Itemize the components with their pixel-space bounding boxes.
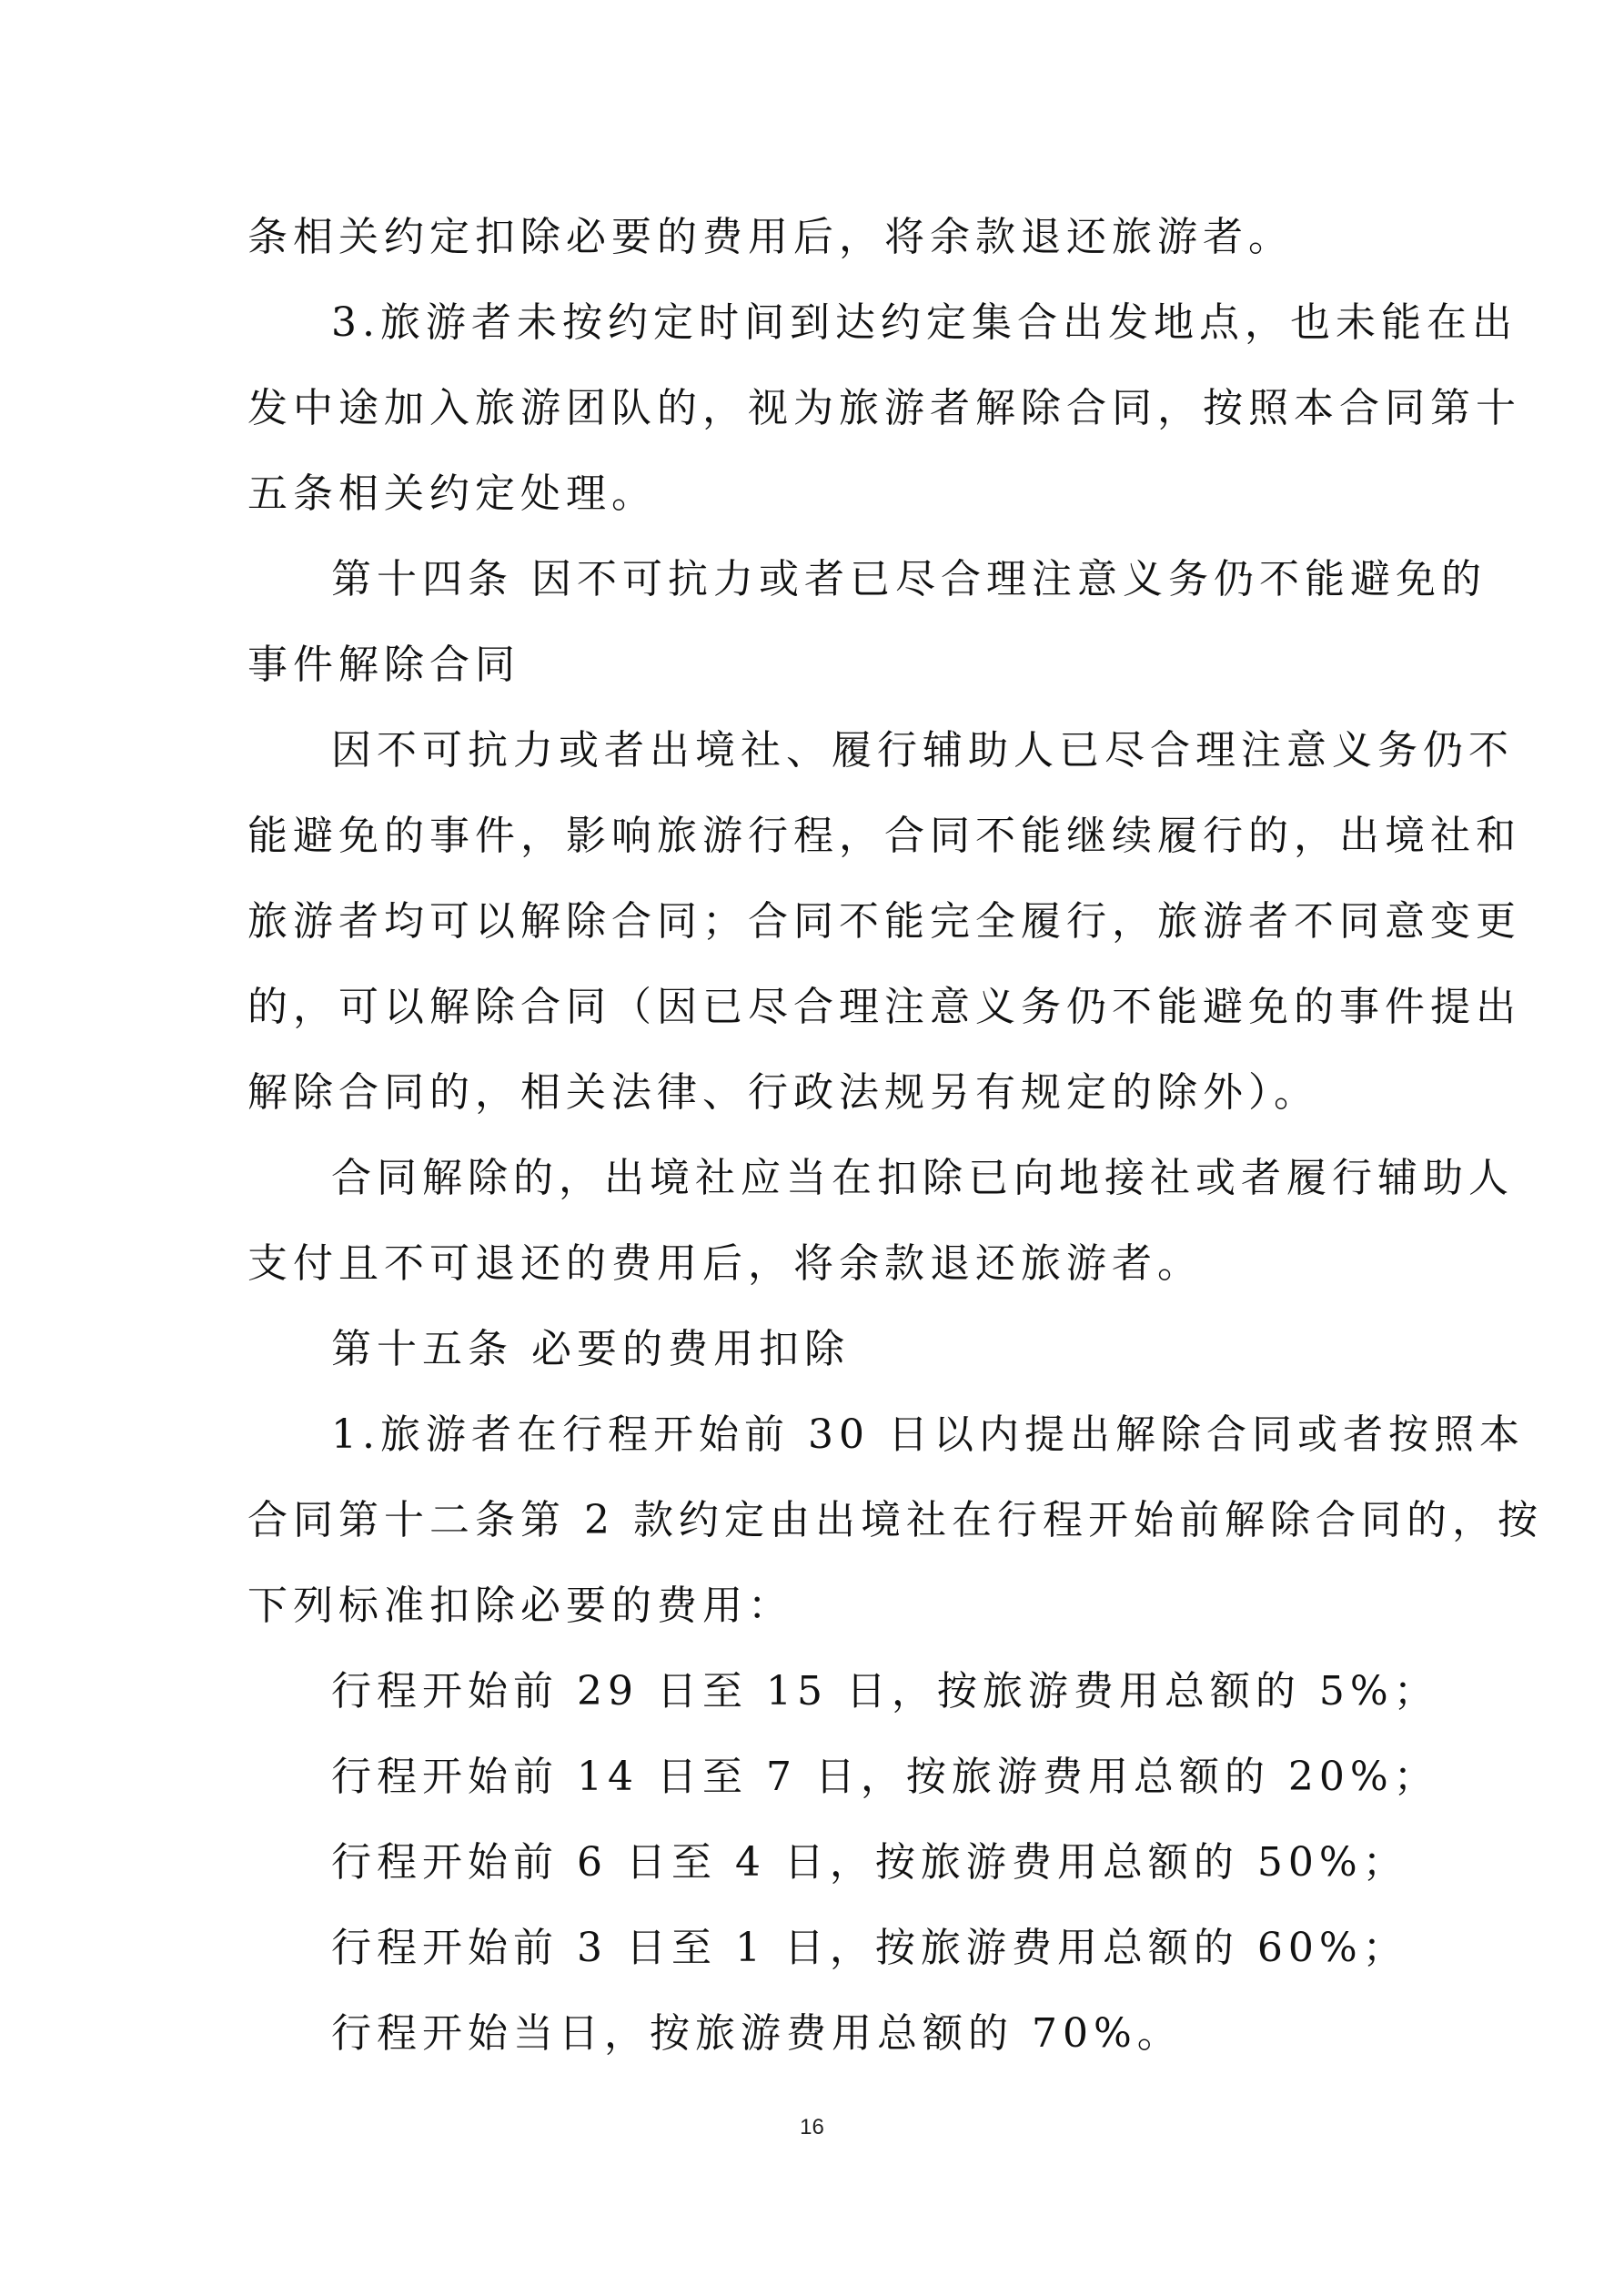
text-line: 能避免的事件，影响旅游行程，合同不能继续履行的，出境社和 xyxy=(247,813,1521,859)
section-heading-line: 第十四条 因不可抗力或者已尽合理注意义务仍不能避免的 xyxy=(331,556,1487,602)
fee-schedule-line: 行程开始前 6 日至 4 日，按旅游费用总额的 50%； xyxy=(331,1839,1408,1886)
text-line: 下列标准扣除必要的费用： xyxy=(247,1583,793,1629)
fee-schedule-line: 行程开始前 29 日至 15 日，按旅游费用总额的 5%； xyxy=(331,1668,1439,1714)
fee-schedule-line: 行程开始前 14 日至 7 日，按旅游费用总额的 20%； xyxy=(331,1754,1439,1800)
page-number: 16 xyxy=(800,2115,824,2139)
text-line: 发中途加入旅游团队的，视为旅游者解除合同，按照本合同第十 xyxy=(247,385,1521,431)
text-line: 3.旅游者未按约定时间到达约定集合出发地点，也未能在出 xyxy=(331,299,1518,346)
text-line: 1.旅游者在行程开始前 30 日以内提出解除合同或者按照本 xyxy=(331,1411,1525,1458)
section-heading-line: 事件解除合同 xyxy=(247,642,520,688)
fee-schedule-line: 行程开始前 3 日至 1 日，按旅游费用总额的 60%； xyxy=(331,1925,1408,1971)
text-line: 的，可以解除合同（因已尽合理注意义务仍不能避免的事件提出 xyxy=(247,984,1521,1030)
section-heading-line: 第十五条 必要的费用扣除 xyxy=(331,1326,850,1372)
text-line: 条相关约定扣除必要的费用后，将余款退还旅游者。 xyxy=(247,214,1294,260)
text-line: 合同第十二条第 2 款约定由出境社在行程开始前解除合同的，按 xyxy=(247,1497,1543,1543)
text-line: 因不可抗力或者出境社、履行辅助人已尽合理注意义务仍不 xyxy=(331,727,1514,774)
text-line: 解除合同的，相关法律、行政法规另有规定的除外）。 xyxy=(247,1069,1319,1116)
contract-text-body xyxy=(247,195,1543,2077)
text-line: 支付且不可退还的费用后，将余款退还旅游者。 xyxy=(247,1240,1203,1287)
text-line: 旅游者均可以解除合同；合同不能完全履行，旅游者不同意变更 xyxy=(247,898,1521,945)
fee-schedule-line: 行程开始当日，按旅游费用总额的 70%。 xyxy=(331,2010,1183,2057)
text-line: 五条相关约定处理。 xyxy=(247,470,657,517)
text-line: 合同解除的，出境社应当在扣除已向地接社或者履行辅助人 xyxy=(331,1155,1514,1201)
